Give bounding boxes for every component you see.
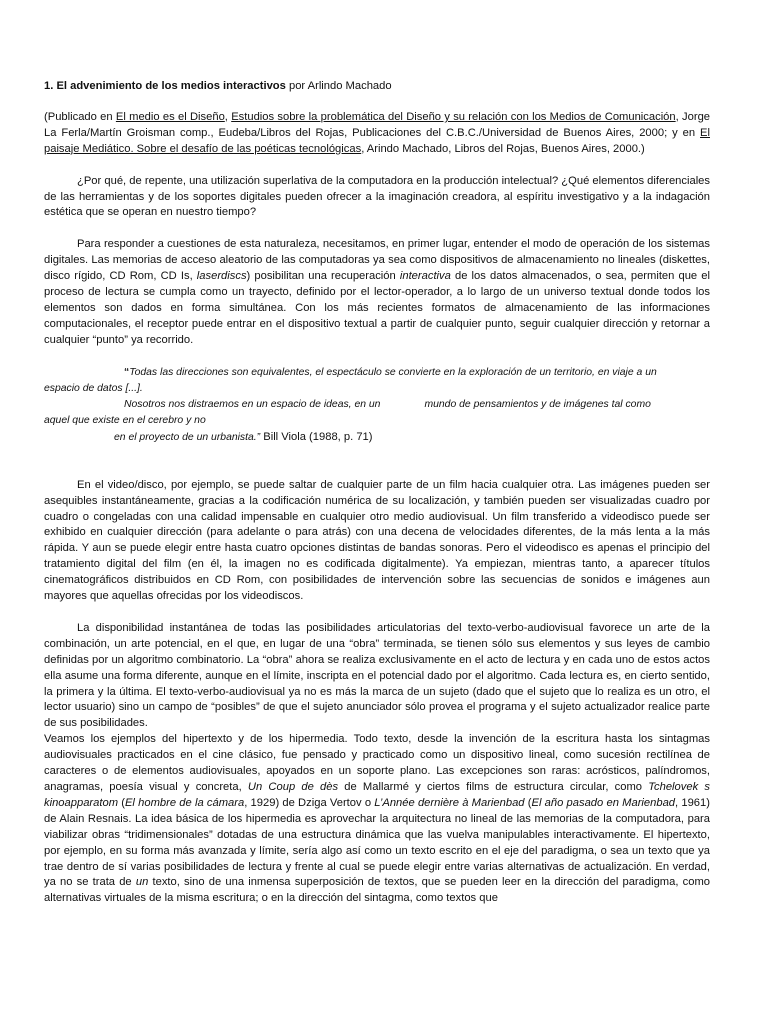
publication-note — [44, 110, 710, 158]
para5-text-c: ( — [118, 796, 125, 809]
para5-text-g: texto, sino de una inmensa superposición de textos, que se pueden leer en la dirección del paradigma, como alternativas virtuales de la misma escritura; o en la dirección del sintagma, como textos que — [44, 876, 711, 905]
quote-line-3 — [44, 397, 710, 413]
para2-text-c: de los datos almacenados, o sea, permiten que el proceso de lectura se cumpla como un trayecto, definido por el lector-operador, a lo largo de un universo textual donde todos los elementos son dados en forma simultánea. Con los más recientes formatos de almacenamiento de las informaciones computacionales, el receptor puede entrar en el dispositivo textual a partir de cualquier punto, seguir cualquier dirección y retornar a cualquier “punto” ya recorrido. — [44, 270, 710, 346]
quote-line-3b: mundo de pensamientos y de imágenes tal como — [424, 398, 651, 410]
title-bold: 1. El advenimiento de los medios interactivos — [44, 80, 286, 92]
paragraph-1: ¿Por qué, de repente, una utilización superlativa de la computadora en la producción intelectual? ¿Qué elementos diferenciales de las herramientas y de los soportes digitales pueden ofrecer a la imaginación creadora, al espíritu investigativo y a la indagación estética que se operan en nuestro tiempo? — [44, 174, 710, 219]
para5-text-f: , 1961) de Alain Resnais. La idea básica de los hipermedia es aprovechar la arquitectura no lineal de las memorias de la computadora, para viabilizar obras “tridimensionales” dotadas de una estructura dinámica que las vuelva manipulables interactivamente. El hipertexto, por ejemplo, en su forma más avanzada y límite, sería algo así como un texto escrito en el eje del paradigma, o sea un texto que ya trae dentro de sí varias posibilidades de lectura y frente al cual se puede elegir entre varias alternativas de actualización. En verdad, ya no se trata de — [44, 796, 710, 889]
para5-italic-2: Tchelovek s kinoapparatom — [44, 781, 710, 809]
para5-text-a: Veamos los ejemplos del hipertexto y de los hipermedia. Todo texto, desde la invención de la escritura hasta los sintagmas audiovisuales practicados en el cine clásico, fue pensado y practicado como un dispositivo lineal, como sucesión rectilínea de caracteres o de elementos audiovisuales, apoyados en un soporte plano. Las excepciones son raras: acrósticos, palíndromos, anagramas, poesía visual y concreta, — [44, 733, 710, 793]
para2-italic-2: interactiva — [399, 270, 451, 283]
paragraph-4: La disponibilidad instantánea de todas las posibilidades articulatorias del texto-verbo-audiovisual favorece un arte de la combinación, un arte potencial, en el que, en lugar de una “obra” terminada, se tienen sólo sus elementos y sus leyes de cambio definidas por un algoritmo combinatorio. La “obra” ahora se realiza exclusivamente en el acto de lectura y en cada uno de estos actos ella asume una forma diferente, aunque en el límite, inscripta en el potencial dado por el algoritmo. Cada lectura es, en cierto sentido, la primera y la última. El texto-verbo-audiovisual ya no es más la marca de un sujeto (dado que el sujeto que lo realiza es un otro, el lector usuario) sino un campo de “posibles” de que el sujeto anunciador sólo provea el programa y el sujeto actualizador realice parte de sus posibilidades. — [44, 621, 710, 730]
pub-title-2: Estudios sobre la problemática del Diseño y su relación con los Medios de Comunicación — [231, 110, 676, 123]
para5-italic-3: El hombre de la cámara — [124, 796, 245, 809]
pub-title-1: El medio es el Diseño — [115, 110, 225, 123]
quote-source: Bill Viola (1988, p. 71) — [260, 430, 373, 443]
para5-text-e: ( — [524, 796, 532, 809]
para5-italic-5: El año pasado en Marienbad — [531, 796, 676, 809]
para2-text-b: ) posibilitan una recuperación — [246, 270, 400, 283]
document-body — [44, 79, 710, 907]
quote-open-mark: “ — [124, 366, 130, 378]
pub-title-3: El paisaje Mediático. Sobre el desafío de las poéticas tecnológicas — [44, 126, 710, 155]
block-quote — [44, 365, 710, 446]
quote-line-5 — [44, 429, 710, 446]
para5-text-d: , 1929) de Dziga Vertov o — [244, 796, 375, 809]
paragraph-3: En el video/disco, por ejemplo, se puede saltar de cualquier parte de un film hacia cualquier otra. Las imágenes pueden ser asequibles instantáneamente, gracias a la codificación numérica de su localización, y también pueden ser visualizadas cuadro por cuadro o congeladas con una calidad impensable en cualquier otro medio audiovisual. Un film transferido a videodisco puede ser exhibido en cualquier dirección (para adelante o para atrás) con una decena de velocidades diferentes, de la más lenta a la más rápida. Y aun se puede elegir entre hasta cuatro opciones distintas de bandas sonoras. Pero el videodisco es apenas el principio del tratamiento digital del film (en él, la imagen no es codificada digitalmente). Ya empiezan, mientras tanto, a aparecer títulos cinematográficos distribuidos en CD Rom, con posibilidades de intervención sobre las secuencias de sonidos e imágenes aun mayores que aquellas ofrecidas por los videodiscos. — [44, 478, 710, 603]
para5-italic-6: un — [135, 876, 149, 889]
title-author: por Arlindo Machado — [285, 80, 392, 92]
paragraph-5 — [44, 732, 710, 907]
para2-italic-1: laserdiscs — [196, 270, 247, 283]
quote-line-3a: Nosotros nos distraemos en un espacio de ideas, en un — [124, 398, 381, 410]
para2-text-a: Para responder a cuestiones de esta naturaleza, necesitamos, en primer lugar, entender el modo de operación de los sistemas digitales. Las memorias de acceso aleatorio de las computadoras ya sea como dispositivos de almacenamiento no lineales (diskettes, disco rígido, CD Rom, CD Is, — [44, 238, 710, 283]
pub-text-4: , Arindo Machado, Libros del Rojas, Buenos Aires, 2000.) — [361, 142, 645, 155]
para5-italic-4: L’Année dernière à Marienbad — [374, 796, 525, 809]
para5-text-b: de Mallarmé y ciertos films de estructura circular, como — [338, 781, 649, 793]
pub-text-1: (Publicado en — [44, 110, 116, 123]
quote-line-1-text: Todas las direcciones son equivalentes, el espectáculo se convierte en la exploración de un territorio, en viaje a un — [129, 366, 657, 378]
pub-text-2: , — [224, 110, 232, 123]
quote-line-2: espacio de datos [...]. — [44, 382, 143, 394]
paragraph-2 — [44, 237, 710, 348]
quote-line-1 — [44, 365, 710, 381]
pub-text-3: , Jorge La Ferla/Martín Groisman comp., Eudeba/Libros del Rojas, Publicaciones del C.B.C./Universidad de Buenos Aires, 2000; y en — [44, 110, 711, 139]
quote-line-4: aquel que existe en el cerebro y no — [44, 414, 206, 426]
article-title — [44, 79, 710, 95]
quote-line-5-text: en el proyecto de un urbanista.” — [114, 431, 261, 443]
para5-italic-1: Un Coup de dès — [247, 781, 339, 793]
